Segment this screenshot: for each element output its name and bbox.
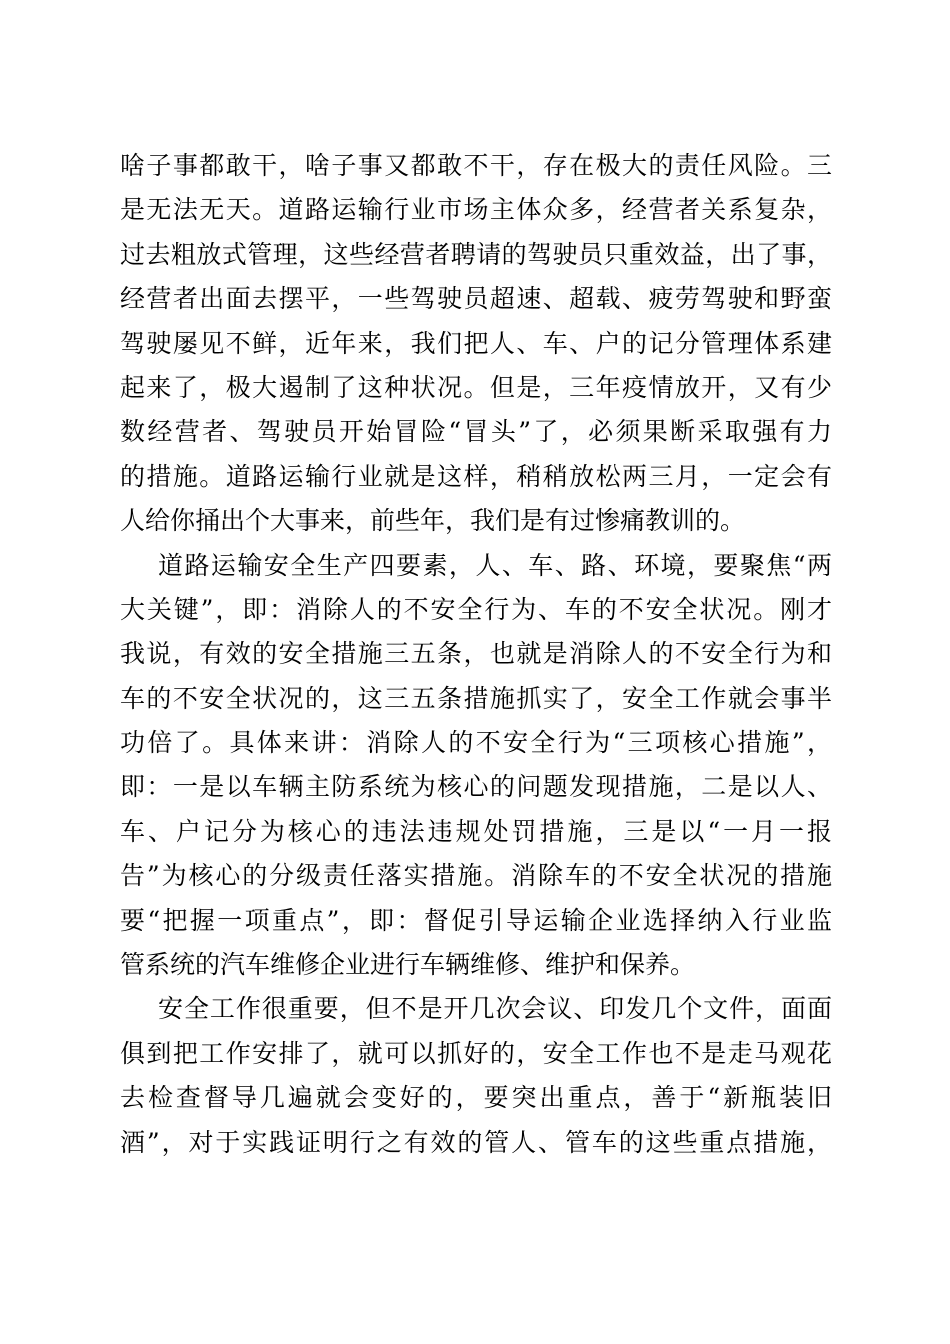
text-line: 车的不安全状况的，这三五条措施抓实了，安全工作就会事半	[120, 683, 832, 713]
text-line: 俱到把工作安排了，就可以抓好的，安全工作也不是走马观花	[120, 1038, 832, 1068]
text-line: 功倍了。具体来讲：消除人的不安全行为“三项核心措施”，	[120, 728, 832, 758]
text-line: 我说，有效的安全措施三五条，也就是消除人的不安全行为和	[120, 639, 832, 669]
text-line: 是无法无天。道路运输行业市场主体众多，经营者关系复杂，	[120, 195, 832, 225]
text-line: 人给你捅出个大事来，前些年，我们是有过惨痛教训的。	[120, 506, 746, 536]
text-line: 经营者出面去摆平，一些驾驶员超速、超载、疲劳驾驶和野蛮	[120, 284, 832, 314]
text-line: 管系统的汽车维修企业进行车辆维修、维护和保养。	[120, 950, 696, 980]
text-line: 车、户记分为核心的违法违规处罚措施，三是以“一月一报	[120, 816, 832, 846]
text-line: 大关键”，即：消除人的不安全行为、车的不安全状况。刚才	[120, 594, 832, 624]
text-line: 去检查督导几遍就会变好的，要突出重点，善于“新瓶装旧	[120, 1083, 832, 1113]
text-line: 过去粗放式管理，这些经营者聘请的驾驶员只重效益，出了事，	[120, 239, 832, 269]
text-line: 数经营者、驾驶员开始冒险“冒头”了，必须果断采取强有力	[120, 417, 832, 447]
text-line: 即：一是以车辆主防系统为核心的问题发现措施，二是以人、	[120, 772, 832, 802]
text-line: 道路运输安全生产四要素，人、车、路、环境，要聚焦“两	[158, 550, 832, 580]
text-line: 要“把握一项重点”，即：督促引导运输企业选择纳入行业监	[120, 905, 832, 935]
text-line: 起来了，极大遏制了这种状况。但是，三年疫情放开，又有少	[120, 372, 832, 402]
text-line: 告”为核心的分级责任落实措施。消除车的不安全状况的措施	[120, 861, 832, 891]
text-line: 酒”，对于实践证明行之有效的管人、管车的这些重点措施，	[120, 1127, 832, 1157]
text-line: 驾驶屡见不鲜，近年来，我们把人、车、户的记分管理体系建	[120, 328, 832, 358]
text-line: 啥子事都敢干，啥子事又都敢不干，存在极大的责任风险。三	[120, 151, 832, 180]
paragraph-2	[120, 544, 832, 988]
paragraph-3	[120, 987, 832, 1165]
text-line: 安全工作很重要，但不是开几次会议、印发几个文件，面面	[158, 994, 832, 1024]
paragraph-1	[120, 144, 832, 544]
document-body	[120, 144, 832, 1165]
text-line: 的措施。道路运输行业就是这样，稍稍放松两三月，一定会有	[120, 461, 832, 491]
